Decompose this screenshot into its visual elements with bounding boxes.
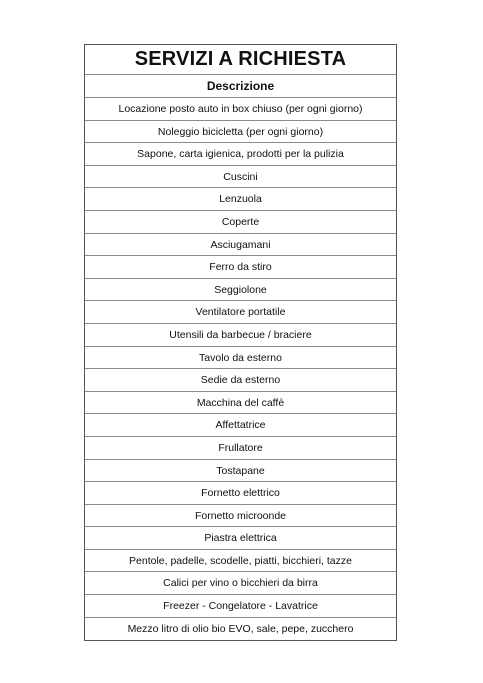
- table-row: Lenzuola: [85, 188, 396, 211]
- table-title: SERVIZI A RICHIESTA: [85, 45, 396, 75]
- table-row: Sedie da esterno: [85, 369, 396, 392]
- table-row: Cuscini: [85, 166, 396, 189]
- table-row: Fornetto microonde: [85, 505, 396, 528]
- table-row: Freezer - Congelatore - Lavatrice: [85, 595, 396, 618]
- table-row: Frullatore: [85, 437, 396, 460]
- table-row: Coperte: [85, 211, 396, 234]
- table-row: Utensili da barbecue / braciere: [85, 324, 396, 347]
- table-row: Tostapane: [85, 460, 396, 483]
- table-row: Seggiolone: [85, 279, 396, 302]
- table-row: Affettatrice: [85, 414, 396, 437]
- table-row: Ferro da stiro: [85, 256, 396, 279]
- column-header-descrizione: Descrizione: [85, 75, 396, 98]
- table-row: Macchina del caffè: [85, 392, 396, 415]
- table-row: Tavolo da esterno: [85, 347, 396, 370]
- table-row: Asciugamani: [85, 234, 396, 257]
- table-row: Fornetto elettrico: [85, 482, 396, 505]
- service-list: [85, 98, 396, 640]
- table-row: Calici per vino o bicchieri da birra: [85, 572, 396, 595]
- table-row: Piastra elettrica: [85, 527, 396, 550]
- table-row: Ventilatore portatile: [85, 301, 396, 324]
- table-row: Noleggio bicicletta (per ogni giorno): [85, 121, 396, 144]
- table-row: Sapone, carta igienica, prodotti per la pulizia: [85, 143, 396, 166]
- table-row: Pentole, padelle, scodelle, piatti, bicchieri, tazze: [85, 550, 396, 573]
- table-row: Locazione posto auto in box chiuso (per ogni giorno): [85, 98, 396, 121]
- table-row: Mezzo litro di olio bio EVO, sale, pepe, zucchero: [127, 622, 354, 635]
- services-table: [84, 44, 397, 641]
